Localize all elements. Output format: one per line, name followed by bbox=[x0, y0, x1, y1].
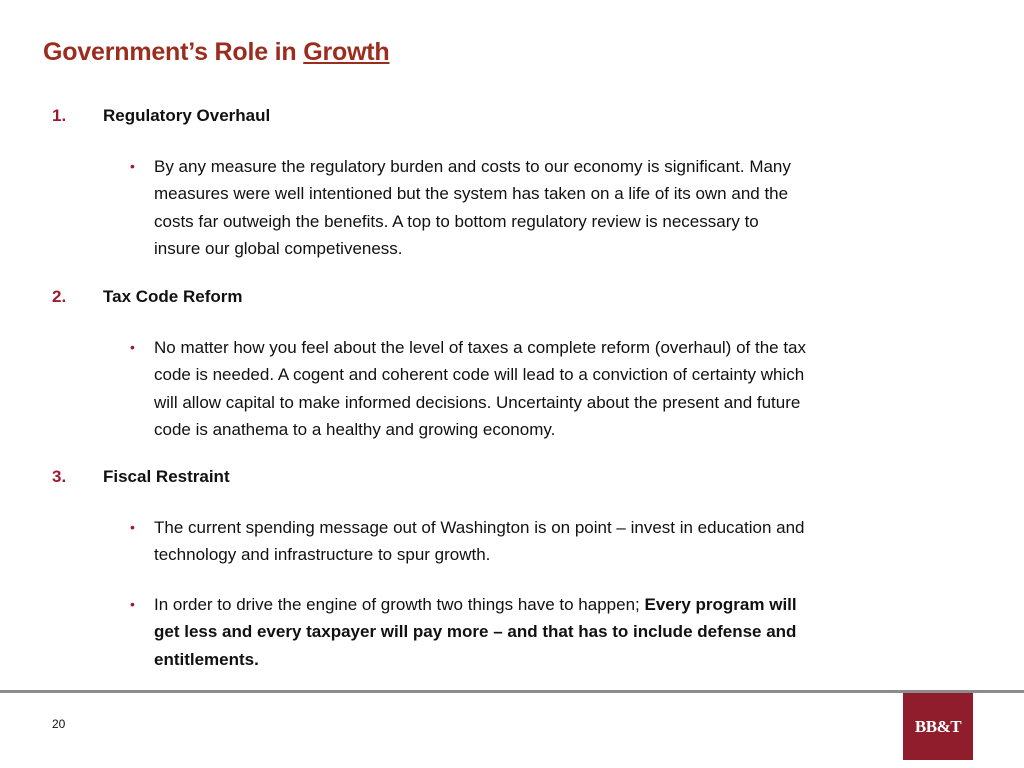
emphasis-text: entitlements. bbox=[154, 649, 259, 669]
footer-divider bbox=[0, 690, 1024, 693]
logo-text: BB&T bbox=[914, 716, 962, 736]
item-heading-fiscal-restraint: Fiscal Restraint bbox=[103, 467, 230, 486]
plain-text: In order to drive the engine of growth two things have to happen; bbox=[154, 595, 645, 614]
item-number: 1. bbox=[52, 106, 67, 125]
text-line: No matter how you feel about the level of taxes a complete reform (overhaul) of the tax bbox=[154, 338, 807, 357]
emphasis-text: get less and every taxpayer will pay more – and that has to include defense and bbox=[154, 622, 797, 642]
text-line: code is anathema to a healthy and growing economy. bbox=[154, 419, 556, 439]
text-line bbox=[154, 591, 974, 618]
title-text: Government’s Role in bbox=[43, 38, 304, 66]
bullet-text bbox=[154, 153, 974, 262]
text-line bbox=[154, 618, 974, 645]
slide-title bbox=[43, 38, 390, 67]
bullet-icon: • bbox=[130, 519, 135, 535]
text-line: measures were well intentioned but the system has taken on a life of its own and the bbox=[154, 184, 789, 204]
text-line: insure our global competiveness. bbox=[154, 238, 403, 258]
item-heading-regulatory-overhaul: Regulatory Overhaul bbox=[103, 106, 271, 125]
title-underlined-word: Growth bbox=[303, 38, 390, 66]
bullet-icon: • bbox=[130, 339, 135, 355]
text-line: costs far outweigh the benefits. A top to bottom regulatory review is necessary to bbox=[154, 211, 759, 231]
page-number: 20 bbox=[52, 717, 66, 731]
bullet-icon: • bbox=[130, 596, 135, 612]
bullet-text bbox=[154, 591, 974, 673]
item-heading-tax-code-reform: Tax Code Reform bbox=[103, 287, 243, 306]
bullet-icon: • bbox=[130, 158, 135, 174]
bullet-text bbox=[154, 514, 974, 569]
text-line bbox=[154, 646, 974, 673]
text-line: will allow capital to make informed decisions. Uncertainty about the present and future bbox=[154, 392, 801, 412]
text-line: code is needed. A cogent and coherent code will lead to a conviction of certainty which bbox=[154, 365, 805, 385]
bullet-text bbox=[154, 334, 974, 443]
item-number: 3. bbox=[52, 467, 67, 486]
item-number: 2. bbox=[52, 287, 67, 306]
text-line: technology and infrastructure to spur growth. bbox=[154, 545, 491, 565]
text-line: The current spending message out of Washington is on point – invest in education and bbox=[154, 518, 805, 537]
emphasis-text: Every program will bbox=[644, 595, 797, 614]
bbt-logo bbox=[903, 693, 973, 760]
text-line: By any measure the regulatory burden and costs to our economy is significant. Many bbox=[154, 157, 791, 176]
